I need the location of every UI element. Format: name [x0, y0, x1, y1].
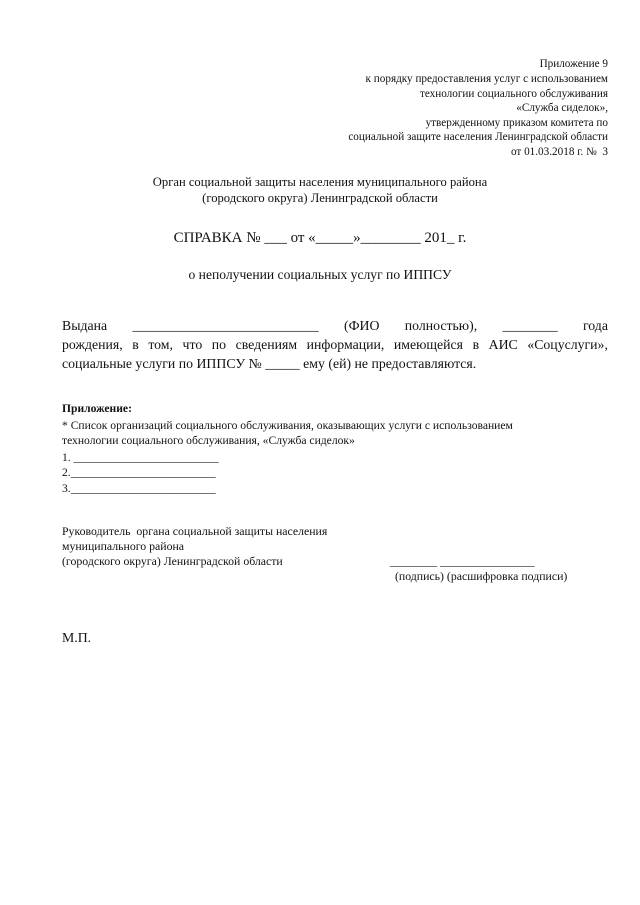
attachment-item-line: * Список организаций социального обслуживания, оказывающих услуги с использованием [62, 419, 513, 432]
fio-blank: ___________________________ [132, 318, 319, 333]
organization-line: Орган социальной защиты населения муниципального района [152, 175, 488, 189]
body-word: (ФИО [344, 318, 380, 333]
appendix-note-line: Приложение 9 [539, 58, 608, 70]
body-paragraph [62, 316, 608, 373]
signer-title-line: муниципального района [62, 539, 185, 553]
signer-title-line: Руководитель органа социальной защиты населения [62, 524, 328, 538]
body-line: социальные услуги по ИППСУ № _____ ему (ей) не предоставляются. [62, 356, 477, 371]
signer-title-line: (городского округа) Ленинградской области [62, 554, 283, 568]
body-word: информации, [306, 337, 385, 352]
document-title: СПРАВКА № ___ от «_____»________ 201_ г. [173, 230, 467, 246]
document-subtitle: о неполучении социальных услуг по ИППСУ [188, 267, 452, 282]
body-line [62, 316, 608, 335]
appendix-note-line: «Служба сиделок», [516, 102, 608, 114]
appendix-note-line: от 01.03.2018 г. № 3 [510, 146, 608, 158]
body-word: рождения, [62, 337, 123, 352]
body-word: по [211, 337, 227, 352]
appendix-note-line: технологии социального обслуживания [419, 88, 608, 100]
body-word: что [182, 337, 203, 352]
attachment-item-line: технологии социального обслуживания, «Служба сиделок» [62, 434, 355, 447]
attachment-blank-item: 1. _________________________ [62, 451, 219, 464]
body-word: том, [148, 337, 173, 352]
body-word: в [472, 337, 480, 352]
signature-caption: (подпись) (расшифровка подписи) [395, 569, 568, 583]
body-line [62, 335, 608, 354]
attachment-blank-item: 2._________________________ [62, 466, 216, 479]
appendix-note-line: социальной защите населения Ленинградской области [348, 131, 608, 143]
body-word: сведениям [235, 337, 298, 352]
appendix-note-line: утвержденному приказом комитета по [425, 117, 608, 129]
body-word: имеющейся [393, 337, 464, 352]
body-word: Выдана [62, 318, 108, 333]
body-word: полностью), [404, 318, 478, 333]
body-word: АИС [488, 337, 518, 352]
appendix-note-line: к порядку предоставления услуг с использованием [365, 73, 608, 85]
signature-blanks: ________ ________________ [390, 554, 535, 568]
body-word: «Соцуслуги», [527, 337, 608, 352]
body-word: в [132, 337, 139, 352]
stamp-place: М.П. [62, 630, 92, 645]
attachment-blank-item: 3._________________________ [62, 482, 216, 495]
body-word: года [582, 318, 608, 333]
organization-line: (городского округа) Ленинградской области [202, 191, 438, 205]
birth-year-blank: ________ [502, 318, 558, 333]
attachment-heading: Приложение: [62, 402, 132, 415]
